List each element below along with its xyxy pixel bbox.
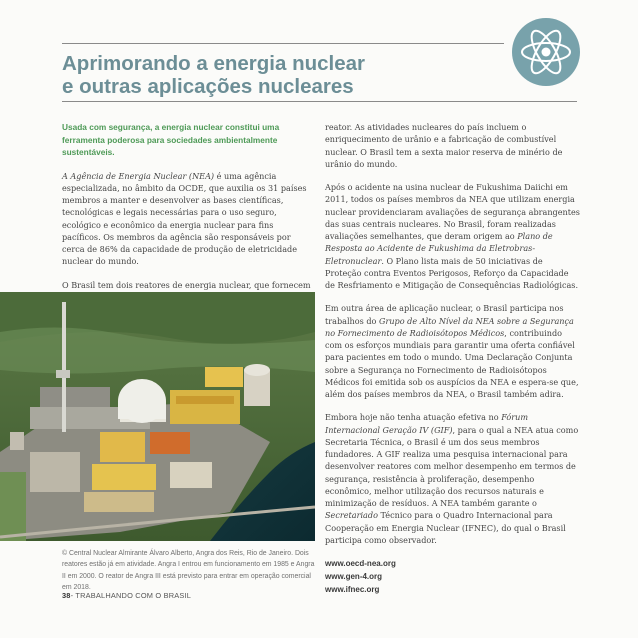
brazil-reactors-paragraph: O Brasil tem dois reatores de energia nuclear, que fornecem [62,279,311,290]
links-list [325,557,580,596]
nuclear-plant-photo [0,292,315,541]
title-top-rule [62,43,504,44]
right-column [325,121,580,596]
title-bottom-rule [62,101,577,102]
link-ifnec[interactable]: www.ifnec.org [325,585,380,594]
radioisotopes-paragraph: Em outra área de aplicação nuclear, o Brasil participa nos trabalhos do Grupo de Alto Nível da NEA sobre a Segurança no Fornecimento de Radioisótopos Médicos, contribuindo com os esforços mundiais para garantir uma oferta confiável para pacientes em todo o mundo. Uma Declaração Conjunta sobre a Segurança no Fornecimento de Radioisótopos Médicos foi emitida sob os auspícios da NEA e espera-se que, além dos países membros da NEA, o Brasil também adira. [325,303,579,399]
nea-intro-paragraph: A Agência de Energia Nuclear (NEA) é uma agência especializada, no âmbito da OCDE, que auxilia os 31 países membros a manter e desenvolver as bases científicas, tecnológicas e legais necessárias para o uso seguro, ecológico e econômico da energia nuclear para fins pacíficos. Os membros da agência são responsáveis por cerca de 86% da capacidade de produção de eletricidade nuclear do mundo. [62,170,307,267]
footer-text: - TRABALHANDO COM O BRASIL [70,591,192,600]
page-title-line-2: e outras aplicações nucleares [62,75,354,98]
secretariat-term: Secretariado [325,510,378,521]
link-oecd-nea[interactable]: www.oecd-nea.org [325,559,396,568]
page-title [62,52,482,98]
link-gen-4[interactable]: www.gen-4.org [325,572,383,581]
nea-name: A Agência de Energia Nuclear (NEA) [62,170,215,181]
fukushima-plan-name: Plano de Resposta ao Acidente de Fukushima da Eletrobras-Eletronuclear [325,231,553,266]
gif-paragraph: Embora hoje não tenha atuação efetiva no Fórum Internacional Geração IV (GIF), para o qual a NEA atua como Secretaria Técnica, o Brasil é um dos seus membros fundadores. A GIF realiza uma pesquisa internacional para desenvolver reatores com melhor desempenho em termos de segurança, resistência à proliferação, desempenho econômico, melhor utilização dos recursos naturais e minimização de resíduos. A NEA também garante o Secretariado Técnico para o Quadro Internacional para Cooperação em Energia Nuclear (IFNEC), do qual o Brasil participa como observador. [325,412,579,545]
gif-name: Fórum Internacional Geração IV (GIF) [325,412,528,435]
fukushima-paragraph: Após o acidente na usina nuclear de Fukushima Daiichi em 2011, todos os países membros da NEA que utilizam energia nuclear providenciaram avaliações de segurança abrangentes das suas centrais nucleares. No Brasil, foram realizadas avaliações semelhantes, que deram origem ao Plano de Resposta ao Acidente de Fukushima da Eletrobras-Eletronuclear. O Plano lista mais de 50 iniciativas de Proteção contra Eventos Perigosos, Reforço da Capacidade de Resfriamento e Mitigação de Consequências Radiológicas. [325,182,580,290]
page-number: 38 [62,591,71,600]
photo-caption: © Central Nuclear Almirante Álvaro Alberto, Angra dos Reis, Rio de Janeiro. Dois reatores estão já em atividade. Angra I entrou em funcionamento em 1985 e Angra II em 2000. O reator de Angra III está previsto para entrar em operação comercial em 2018. [62,550,315,592]
lead-paragraph: Usada com segurança, a energia nuclear constitui uma ferramenta poderosa para sociedades ambientalmente sustentáveis. [62,122,280,157]
page-title-line-1: Aprimorando a energia nuclear [62,52,366,75]
atom-icon [511,17,581,87]
page-footer [62,591,191,600]
uranium-paragraph: reator. As atividades nucleares do país incluem o enriquecimento de urânio e a fabricação de combustível nuclear. O Brasil tem a sexta maior reserva de minério de urânio do mundo. [325,122,563,169]
high-level-group-name: Grupo de Alto Nível da NEA sobre a Segurança no Fornecimento de Radioisótopos Médicos [325,315,574,338]
